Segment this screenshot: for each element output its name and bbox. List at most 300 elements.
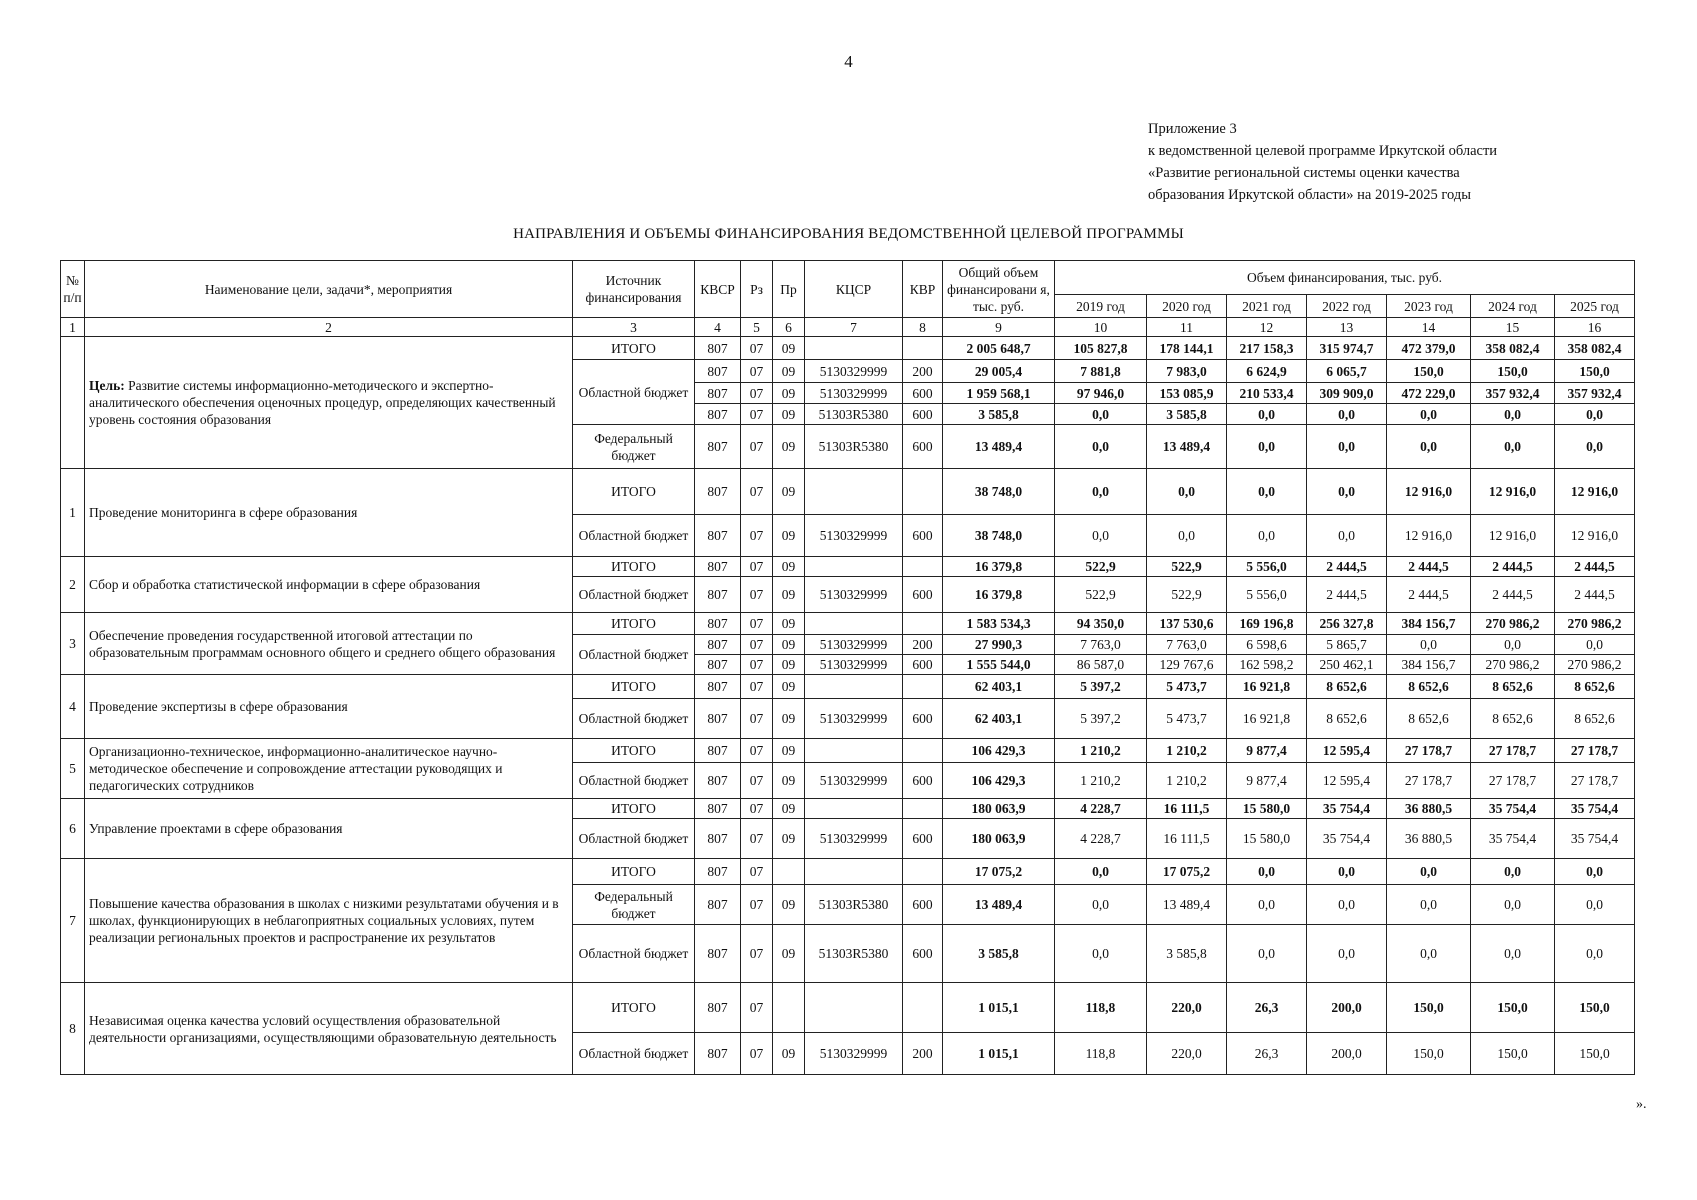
year-value-cell: 384 156,7 <box>1387 613 1471 635</box>
total-cell: 1 583 534,3 <box>943 613 1055 635</box>
annex-line: «Развитие региональной системы оценки качества <box>1148 165 1460 181</box>
year-value-cell: 2 444,5 <box>1555 557 1635 577</box>
year-value-cell: 357 932,4 <box>1471 383 1555 404</box>
rz-cell: 07 <box>741 577 773 613</box>
pr-cell: 09 <box>773 675 805 699</box>
table-row <box>61 469 1635 515</box>
year-value-cell: 94 350,0 <box>1055 613 1147 635</box>
year-value-cell: 357 932,4 <box>1555 383 1635 404</box>
kcsr-cell <box>805 739 903 763</box>
year-value-cell: 97 946,0 <box>1055 383 1147 404</box>
year-value-cell: 12 916,0 <box>1555 469 1635 515</box>
year-value-cell: 0,0 <box>1227 404 1307 425</box>
year-value-cell: 13 489,4 <box>1147 425 1227 469</box>
num-cell: 3 <box>61 613 85 675</box>
num-cell: 1 <box>61 469 85 557</box>
year-value-cell: 522,9 <box>1147 577 1227 613</box>
year-value-cell: 2 444,5 <box>1387 557 1471 577</box>
pr-cell: 09 <box>773 404 805 425</box>
num-cell: 6 <box>61 799 85 859</box>
rz-cell: 07 <box>741 739 773 763</box>
kcsr-cell <box>805 983 903 1033</box>
kcsr-cell <box>805 557 903 577</box>
year-value-cell: 150,0 <box>1555 983 1635 1033</box>
year-value-cell: 27 178,7 <box>1471 763 1555 799</box>
kcsr-cell: 51303R5380 <box>805 404 903 425</box>
year-value-cell: 0,0 <box>1227 425 1307 469</box>
kvr-cell <box>903 675 943 699</box>
year-value-cell: 8 652,6 <box>1307 699 1387 739</box>
total-cell: 1 015,1 <box>943 1033 1055 1075</box>
kcsr-cell: 5130329999 <box>805 763 903 799</box>
pr-cell: 09 <box>773 819 805 859</box>
kcsr-cell: 51303R5380 <box>805 425 903 469</box>
table-row <box>61 337 1635 360</box>
header-kvsr: КВСР <box>695 261 741 318</box>
task-name-cell: Проведение мониторинга в сфере образования <box>85 469 573 557</box>
year-value-cell: 0,0 <box>1471 635 1555 655</box>
year-value-cell: 5 397,2 <box>1055 699 1147 739</box>
total-cell: 62 403,1 <box>943 675 1055 699</box>
total-cell: 17 075,2 <box>943 859 1055 885</box>
year-value-cell: 5 473,7 <box>1147 699 1227 739</box>
year-value-cell: 2 444,5 <box>1307 577 1387 613</box>
source-cell: ИТОГО <box>573 739 695 763</box>
kcsr-cell: 5130329999 <box>805 635 903 655</box>
year-value-cell: 15 580,0 <box>1227 799 1307 819</box>
year-value-cell: 12 916,0 <box>1471 469 1555 515</box>
year-value-cell: 0,0 <box>1307 515 1387 557</box>
year-value-cell: 2 444,5 <box>1555 577 1635 613</box>
header-total: Общий объем финансировани я, тыс. руб. <box>943 261 1055 318</box>
column-number: 5 <box>741 318 773 337</box>
header-pr: Пр <box>773 261 805 318</box>
year-value-cell: 270 986,2 <box>1471 613 1555 635</box>
year-value-cell: 118,8 <box>1055 983 1147 1033</box>
source-cell: Областной бюджет <box>573 360 695 425</box>
column-number: 1 <box>61 318 85 337</box>
task-name-cell: Повышение качества образования в школах с низкими результатами обучения и в школах, функционирующих в неблагоприятных социальных условиях, путем реализации региональных проектов и распространение их результатов <box>85 859 573 983</box>
year-value-cell: 6 598,6 <box>1227 635 1307 655</box>
rz-cell: 07 <box>741 859 773 885</box>
kvsr-cell: 807 <box>695 425 741 469</box>
year-value-cell: 36 880,5 <box>1387 799 1471 819</box>
source-cell: Областной бюджет <box>573 515 695 557</box>
header-volume: Объем финансирования, тыс. руб. <box>1055 261 1635 295</box>
year-value-cell: 0,0 <box>1147 469 1227 515</box>
year-value-cell: 6 065,7 <box>1307 360 1387 383</box>
year-value-cell: 0,0 <box>1555 425 1635 469</box>
year-value-cell: 220,0 <box>1147 1033 1227 1075</box>
source-cell: ИТОГО <box>573 983 695 1033</box>
year-value-cell: 220,0 <box>1147 983 1227 1033</box>
num-cell: 2 <box>61 557 85 613</box>
task-name-cell: Обеспечение проведения государственной итоговой аттестации по образовательным программам основного общего и среднего общего образования <box>85 613 573 675</box>
table-row <box>61 799 1635 819</box>
year-value-cell: 150,0 <box>1387 360 1471 383</box>
source-cell: Областной бюджет <box>573 635 695 675</box>
num-cell: 8 <box>61 983 85 1075</box>
rz-cell: 07 <box>741 885 773 925</box>
source-cell: Областной бюджет <box>573 577 695 613</box>
year-value-cell: 522,9 <box>1147 557 1227 577</box>
year-value-cell: 0,0 <box>1227 925 1307 983</box>
rz-cell: 07 <box>741 799 773 819</box>
year-value-cell: 4 228,7 <box>1055 819 1147 859</box>
kvsr-cell: 807 <box>695 557 741 577</box>
kvr-cell: 200 <box>903 360 943 383</box>
year-value-cell: 5 865,7 <box>1307 635 1387 655</box>
pr-cell: 09 <box>773 383 805 404</box>
year-value-cell: 250 462,1 <box>1307 655 1387 675</box>
kvsr-cell: 807 <box>695 613 741 635</box>
column-number: 10 <box>1055 318 1147 337</box>
kvsr-cell: 807 <box>695 404 741 425</box>
column-number: 8 <box>903 318 943 337</box>
year-value-cell: 150,0 <box>1471 1033 1555 1075</box>
year-value-cell: 358 082,4 <box>1555 337 1635 360</box>
year-value-cell: 0,0 <box>1387 925 1471 983</box>
header-year: 2021 год <box>1227 295 1307 318</box>
year-value-cell: 256 327,8 <box>1307 613 1387 635</box>
year-value-cell: 0,0 <box>1387 635 1471 655</box>
kvsr-cell: 807 <box>695 515 741 557</box>
year-value-cell: 7 881,8 <box>1055 360 1147 383</box>
rz-cell: 07 <box>741 925 773 983</box>
year-value-cell: 0,0 <box>1055 515 1147 557</box>
year-value-cell: 9 877,4 <box>1227 739 1307 763</box>
kvsr-cell: 807 <box>695 739 741 763</box>
year-value-cell: 36 880,5 <box>1387 819 1471 859</box>
kvr-cell: 600 <box>903 515 943 557</box>
goal-name-cell <box>85 337 573 469</box>
year-value-cell: 0,0 <box>1471 404 1555 425</box>
pr-cell: 09 <box>773 1033 805 1075</box>
rz-cell: 07 <box>741 360 773 383</box>
year-value-cell: 0,0 <box>1555 404 1635 425</box>
column-number: 7 <box>805 318 903 337</box>
year-value-cell: 0,0 <box>1387 859 1471 885</box>
pr-cell: 09 <box>773 613 805 635</box>
source-cell: Областной бюджет <box>573 925 695 983</box>
source-cell: ИТОГО <box>573 469 695 515</box>
year-value-cell: 9 877,4 <box>1227 763 1307 799</box>
rz-cell: 07 <box>741 383 773 404</box>
column-number: 6 <box>773 318 805 337</box>
year-value-cell: 7 763,0 <box>1055 635 1147 655</box>
year-value-cell: 1 210,2 <box>1147 739 1227 763</box>
task-name-cell: Управление проектами в сфере образования <box>85 799 573 859</box>
task-name-cell: Проведение экспертизы в сфере образования <box>85 675 573 739</box>
year-value-cell: 26,3 <box>1227 1033 1307 1075</box>
year-value-cell: 0,0 <box>1227 885 1307 925</box>
rz-cell: 07 <box>741 425 773 469</box>
year-value-cell: 0,0 <box>1055 469 1147 515</box>
num-cell: 7 <box>61 859 85 983</box>
column-number: 15 <box>1471 318 1555 337</box>
year-value-cell: 3 585,8 <box>1147 925 1227 983</box>
task-name-cell: Организационно-техническое, информационно-аналитическое научно-методическое обеспечение и сопровождение аттестации руководящих и педагогических сотрудников <box>85 739 573 799</box>
year-value-cell: 16 111,5 <box>1147 799 1227 819</box>
year-value-cell: 200,0 <box>1307 1033 1387 1075</box>
kcsr-cell <box>805 675 903 699</box>
goal-label: Цель: <box>89 378 125 393</box>
year-value-cell: 0,0 <box>1307 404 1387 425</box>
total-cell: 29 005,4 <box>943 360 1055 383</box>
column-number: 3 <box>573 318 695 337</box>
table-row <box>61 613 1635 635</box>
kvr-cell <box>903 859 943 885</box>
kcsr-cell: 5130329999 <box>805 577 903 613</box>
total-cell: 27 990,3 <box>943 635 1055 655</box>
source-cell: ИТОГО <box>573 799 695 819</box>
year-value-cell: 178 144,1 <box>1147 337 1227 360</box>
rz-cell: 07 <box>741 655 773 675</box>
year-value-cell: 0,0 <box>1471 425 1555 469</box>
column-number: 16 <box>1555 318 1635 337</box>
financing-table <box>60 260 1635 1075</box>
header-year: 2020 год <box>1147 295 1227 318</box>
year-value-cell: 522,9 <box>1055 557 1147 577</box>
rz-cell: 07 <box>741 557 773 577</box>
year-value-cell: 8 652,6 <box>1471 675 1555 699</box>
kcsr-cell: 5130329999 <box>805 819 903 859</box>
column-number: 12 <box>1227 318 1307 337</box>
year-value-cell: 3 585,8 <box>1147 404 1227 425</box>
year-value-cell: 0,0 <box>1055 404 1147 425</box>
year-value-cell: 6 624,9 <box>1227 360 1307 383</box>
year-value-cell: 0,0 <box>1227 469 1307 515</box>
year-value-cell: 7 763,0 <box>1147 635 1227 655</box>
kcsr-cell: 5130329999 <box>805 1033 903 1075</box>
column-number: 14 <box>1387 318 1471 337</box>
year-value-cell: 150,0 <box>1387 1033 1471 1075</box>
kvr-cell <box>903 469 943 515</box>
page-number: 4 <box>844 52 853 71</box>
year-value-cell: 105 827,8 <box>1055 337 1147 360</box>
kvr-cell <box>903 739 943 763</box>
pr-cell: 09 <box>773 557 805 577</box>
num-cell: 5 <box>61 739 85 799</box>
rz-cell: 07 <box>741 819 773 859</box>
year-value-cell: 270 986,2 <box>1555 613 1635 635</box>
total-cell: 3 585,8 <box>943 404 1055 425</box>
year-value-cell: 0,0 <box>1147 515 1227 557</box>
year-value-cell: 27 178,7 <box>1471 739 1555 763</box>
pr-cell: 09 <box>773 515 805 557</box>
year-value-cell: 129 767,6 <box>1147 655 1227 675</box>
total-cell: 62 403,1 <box>943 699 1055 739</box>
table-row <box>61 983 1635 1033</box>
rz-cell: 07 <box>741 635 773 655</box>
kvsr-cell: 807 <box>695 383 741 404</box>
num-cell <box>61 337 85 469</box>
rz-cell: 07 <box>741 404 773 425</box>
year-value-cell: 118,8 <box>1055 1033 1147 1075</box>
year-value-cell: 200,0 <box>1307 983 1387 1033</box>
source-cell: ИТОГО <box>573 675 695 699</box>
year-value-cell: 27 178,7 <box>1555 739 1635 763</box>
task-name-cell: Сбор и обработка статистической информации в сфере образования <box>85 557 573 613</box>
table-row <box>61 318 1635 337</box>
pr-cell: 09 <box>773 425 805 469</box>
year-value-cell: 8 652,6 <box>1387 675 1471 699</box>
year-value-cell: 384 156,7 <box>1387 655 1471 675</box>
year-value-cell: 0,0 <box>1307 469 1387 515</box>
year-value-cell: 0,0 <box>1471 925 1555 983</box>
year-value-cell: 0,0 <box>1387 885 1471 925</box>
kvr-cell: 600 <box>903 885 943 925</box>
pr-cell: 09 <box>773 699 805 739</box>
kvsr-cell: 807 <box>695 699 741 739</box>
pr-cell <box>773 859 805 885</box>
year-value-cell: 12 595,4 <box>1307 763 1387 799</box>
year-value-cell: 0,0 <box>1555 885 1635 925</box>
year-value-cell: 162 598,2 <box>1227 655 1307 675</box>
kcsr-cell: 51303R5380 <box>805 925 903 983</box>
year-value-cell: 150,0 <box>1387 983 1471 1033</box>
year-value-cell: 2 444,5 <box>1307 557 1387 577</box>
header-kcsr: КЦСР <box>805 261 903 318</box>
year-value-cell: 2 444,5 <box>1387 577 1471 613</box>
document-title: НАПРАВЛЕНИЯ И ОБЪЕМЫ ФИНАНСИРОВАНИЯ ВЕДОМСТВЕННОЙ ЦЕЛЕВОЙ ПРОГРАММЫ <box>513 226 1184 242</box>
year-value-cell: 217 158,3 <box>1227 337 1307 360</box>
annex-line: к ведомственной целевой программе Иркутской области <box>1148 143 1498 159</box>
pr-cell: 09 <box>773 469 805 515</box>
header-kvr: КВР <box>903 261 943 318</box>
rz-cell: 07 <box>741 613 773 635</box>
pr-cell: 09 <box>773 799 805 819</box>
year-value-cell: 12 916,0 <box>1471 515 1555 557</box>
kcsr-cell <box>805 337 903 360</box>
kvr-cell: 600 <box>903 404 943 425</box>
year-value-cell: 27 178,7 <box>1555 763 1635 799</box>
closing-mark: ». <box>1636 1097 1647 1112</box>
total-cell: 180 063,9 <box>943 819 1055 859</box>
kvsr-cell: 807 <box>695 360 741 383</box>
year-value-cell: 0,0 <box>1055 425 1147 469</box>
table-row <box>61 739 1635 763</box>
year-value-cell: 8 652,6 <box>1555 675 1635 699</box>
kvsr-cell: 807 <box>695 675 741 699</box>
year-value-cell: 5 473,7 <box>1147 675 1227 699</box>
kvr-cell: 200 <box>903 635 943 655</box>
year-value-cell: 472 379,0 <box>1387 337 1471 360</box>
kvr-cell: 200 <box>903 1033 943 1075</box>
year-value-cell: 27 178,7 <box>1387 739 1471 763</box>
header-year: 2023 год <box>1387 295 1471 318</box>
year-value-cell: 0,0 <box>1307 885 1387 925</box>
kvr-cell: 600 <box>903 383 943 404</box>
year-value-cell: 8 652,6 <box>1471 699 1555 739</box>
year-value-cell: 270 986,2 <box>1471 655 1555 675</box>
year-value-cell: 12 916,0 <box>1555 515 1635 557</box>
year-value-cell: 1 210,2 <box>1055 739 1147 763</box>
table-row <box>61 557 1635 577</box>
year-value-cell: 153 085,9 <box>1147 383 1227 404</box>
year-value-cell: 8 652,6 <box>1307 675 1387 699</box>
pr-cell: 09 <box>773 739 805 763</box>
total-cell: 1 959 568,1 <box>943 383 1055 404</box>
year-value-cell: 16 921,8 <box>1227 675 1307 699</box>
kvsr-cell: 807 <box>695 819 741 859</box>
year-value-cell: 5 397,2 <box>1055 675 1147 699</box>
table-row <box>61 859 1635 885</box>
year-value-cell: 12 595,4 <box>1307 739 1387 763</box>
pr-cell: 09 <box>773 635 805 655</box>
column-number: 9 <box>943 318 1055 337</box>
year-value-cell: 522,9 <box>1055 577 1147 613</box>
header-num: № п/п <box>61 261 85 318</box>
year-value-cell: 7 983,0 <box>1147 360 1227 383</box>
kcsr-cell: 5130329999 <box>805 383 903 404</box>
goal-text: Развитие системы информационно-методического и экспертно-аналитического обеспечения оценочных процедур, определяющих качественный уровень состояния образования <box>89 378 556 427</box>
rz-cell: 07 <box>741 763 773 799</box>
kcsr-cell: 5130329999 <box>805 699 903 739</box>
kcsr-cell: 5130329999 <box>805 515 903 557</box>
total-cell: 1 015,1 <box>943 983 1055 1033</box>
total-cell: 16 379,8 <box>943 557 1055 577</box>
annex-line: Приложение 3 <box>1148 121 1237 137</box>
pr-cell: 09 <box>773 360 805 383</box>
source-cell: Областной бюджет <box>573 763 695 799</box>
year-value-cell: 26,3 <box>1227 983 1307 1033</box>
kvsr-cell: 807 <box>695 655 741 675</box>
year-value-cell: 5 556,0 <box>1227 557 1307 577</box>
pr-cell: 09 <box>773 577 805 613</box>
kvsr-cell: 807 <box>695 885 741 925</box>
year-value-cell: 8 652,6 <box>1387 699 1471 739</box>
year-value-cell: 12 916,0 <box>1387 515 1471 557</box>
rz-cell: 07 <box>741 337 773 360</box>
total-cell: 3 585,8 <box>943 925 1055 983</box>
total-cell: 38 748,0 <box>943 515 1055 557</box>
annex-line: образования Иркутской области» на 2019-2025 годы <box>1148 187 1471 203</box>
year-value-cell: 0,0 <box>1555 859 1635 885</box>
year-value-cell: 150,0 <box>1555 360 1635 383</box>
kvr-cell: 600 <box>903 699 943 739</box>
year-value-cell: 5 556,0 <box>1227 577 1307 613</box>
source-cell: Федеральный бюджет <box>573 425 695 469</box>
kvr-cell: 600 <box>903 763 943 799</box>
header-year: 2022 год <box>1307 295 1387 318</box>
year-value-cell: 16 921,8 <box>1227 699 1307 739</box>
year-value-cell: 0,0 <box>1555 635 1635 655</box>
year-value-cell: 4 228,7 <box>1055 799 1147 819</box>
total-cell: 1 555 544,0 <box>943 655 1055 675</box>
total-cell: 106 429,3 <box>943 739 1055 763</box>
year-value-cell: 35 754,4 <box>1555 819 1635 859</box>
year-value-cell: 0,0 <box>1387 404 1471 425</box>
source-cell: Областной бюджет <box>573 819 695 859</box>
year-value-cell: 0,0 <box>1055 885 1147 925</box>
year-value-cell: 15 580,0 <box>1227 819 1307 859</box>
rz-cell: 07 <box>741 469 773 515</box>
source-cell: ИТОГО <box>573 557 695 577</box>
year-value-cell: 0,0 <box>1471 859 1555 885</box>
table-row <box>61 675 1635 699</box>
header-rz: Рз <box>741 261 773 318</box>
column-number: 4 <box>695 318 741 337</box>
year-value-cell: 169 196,8 <box>1227 613 1307 635</box>
total-cell: 38 748,0 <box>943 469 1055 515</box>
kcsr-cell <box>805 469 903 515</box>
year-value-cell: 472 229,0 <box>1387 383 1471 404</box>
source-cell: ИТОГО <box>573 337 695 360</box>
kvsr-cell: 807 <box>695 577 741 613</box>
kvsr-cell: 807 <box>695 799 741 819</box>
total-cell: 13 489,4 <box>943 885 1055 925</box>
